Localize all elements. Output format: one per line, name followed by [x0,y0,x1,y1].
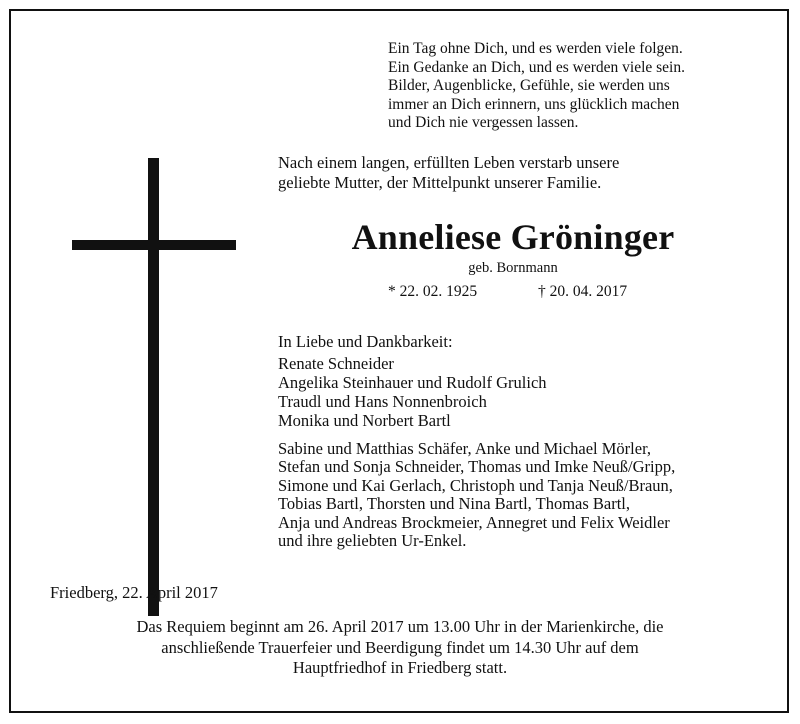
family-line: Simone und Kai Gerlach, Christoph und Tanja Neuß/Braun, [278,475,673,495]
family-close-list [278,354,547,430]
requiem-notice [40,617,760,679]
family-line: Stefan und Sonja Schneider, Thomas und Imke Neuß/Gripp, [278,457,676,477]
family-extended-list [278,440,675,550]
poem-line: immer an Dich erinnern, uns glücklich machen [388,95,680,113]
requiem-line: Hauptfriedhof in Friedberg statt. [292,658,508,677]
family-member: Monika und Norbert Bartl [278,411,451,430]
family-member: Renate Schneider [278,354,394,373]
family-line: und ihre geliebten Ur-Enkel. [278,531,467,551]
deceased-name: Anneliese Gröninger [351,217,675,257]
requiem-line: Das Requiem beginnt am 26. April 2017 um 13.00 Uhr in der Marienkirche, die [136,617,664,636]
thanks-heading: In Liebe und Dankbarkeit: [278,332,453,351]
family-member: Angelika Steinhauer und Rudolf Grulich [278,373,547,392]
family-line: Anja und Andreas Brockmeier, Annegret und Felix Weidler [278,512,670,532]
cross-icon-horizontal-bar [72,240,236,250]
intro-text [278,153,619,192]
intro-line: geliebte Mutter, der Mittelpunkt unserer Familie. [278,172,602,192]
requiem-line: anschließende Trauerfeier und Beerdigung findet um 14.30 Uhr auf dem [161,637,639,657]
place-date: Friedberg, 22. April 2017 [50,583,218,602]
maiden-name: geb. Bornmann [468,260,558,276]
poem-line: und Dich nie vergessen lassen. [388,114,579,131]
cross-icon-vertical-bar [148,158,159,616]
poem-line: Ein Tag ohne Dich, und es werden viele folgen. [388,40,683,57]
family-member: Traudl und Hans Nonnenbroich [278,392,487,411]
intro-line: Nach einem langen, erfüllten Leben verstarb unsere [278,153,620,172]
family-line: Sabine und Matthias Schäfer, Anke und Michael Mörler, [278,439,652,458]
poem-line: Ein Gedanke an Dich, und es werden viele sein. [388,58,685,76]
poem [388,40,685,133]
family-line: Tobias Bartl, Thorsten und Nina Bartl, Thomas Bartl, [278,494,631,514]
poem-line: Bilder, Augenblicke, Gefühle, sie werden uns [388,77,670,94]
death-date: † 20. 04. 2017 [538,283,628,300]
birth-date: * 22. 02. 1925 [388,283,478,300]
